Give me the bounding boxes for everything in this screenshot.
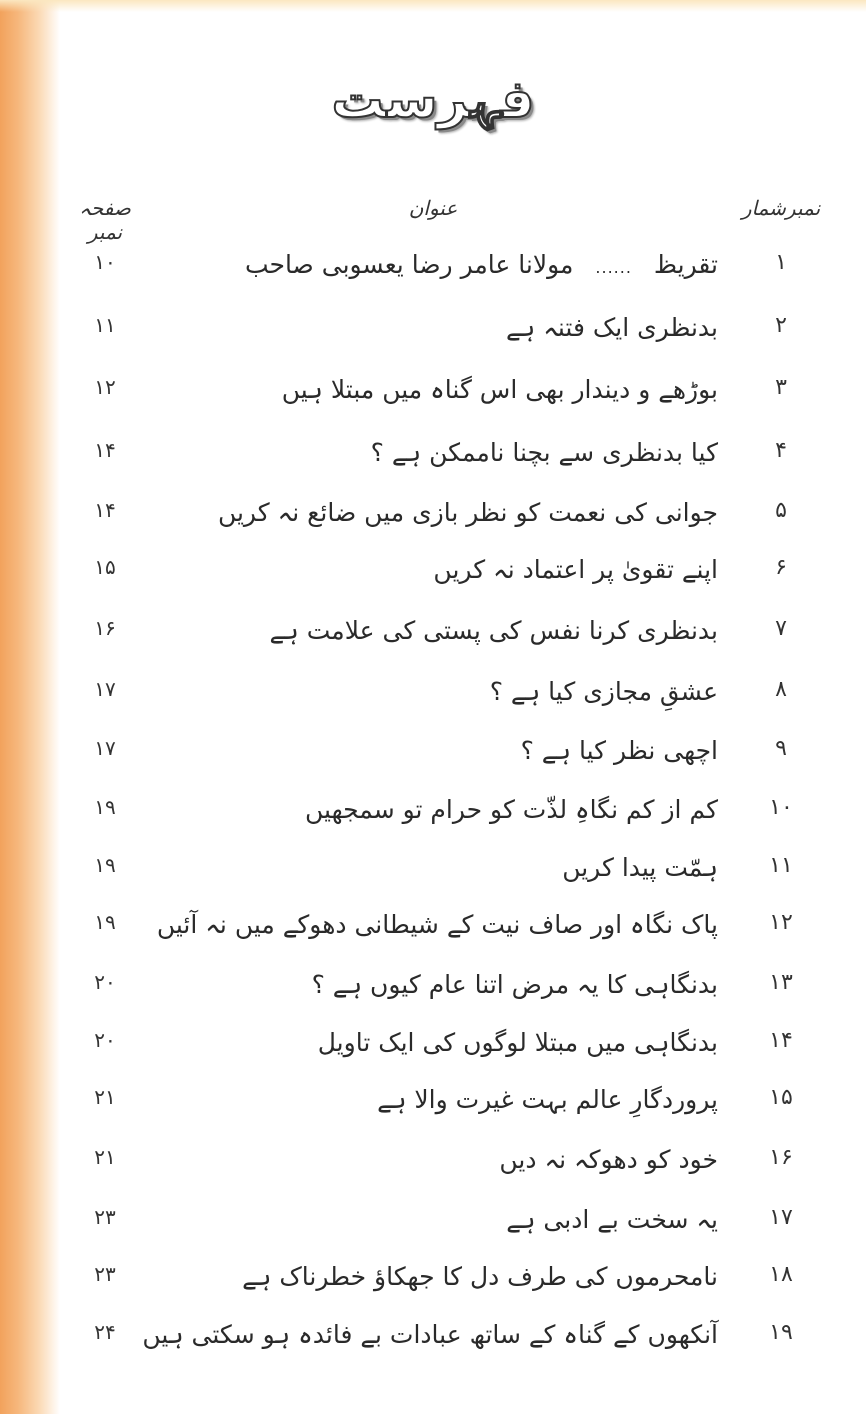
entry-title: اپنے تقویٰ پر اعتماد نہ کریں (433, 555, 718, 584)
entry-serial: ۱۳ (769, 970, 793, 995)
entry-author: مولانا عامر رضا یعسوبی صاحب (244, 250, 574, 279)
entry-title: بدنگاہی کا یہ مرض اتنا عام کیوں ہے ؟ (311, 970, 718, 999)
toc-row[interactable] (0, 250, 866, 290)
entry-title: یہ سخت بے ادبی ہے (506, 1205, 718, 1234)
entry-serial: ۶ (775, 555, 787, 580)
toc-row[interactable] (0, 1028, 866, 1068)
toc-row[interactable] (0, 375, 866, 415)
entry-serial: ۱۹ (769, 1320, 793, 1345)
entry-title: کیا بدنظری سے بچنا ناممکن ہے ؟ (370, 438, 718, 467)
entry-title: پاک نگاہ اور صاف نیت کے شیطانی دھوکے میں نہ آئیں (156, 910, 718, 939)
toc-row[interactable] (0, 1205, 866, 1245)
entry-title: بدنظری کرنا نفس کی پستی کی علامت ہے (269, 616, 718, 645)
toc-row[interactable] (0, 1085, 866, 1125)
toc-row[interactable] (0, 795, 866, 835)
toc-row[interactable] (0, 438, 866, 478)
entry-serial: ۱۴ (769, 1028, 793, 1053)
entry-serial: ۱۷ (769, 1205, 793, 1230)
page-title: فہرست (331, 70, 535, 130)
entry-title: بدنظری ایک فتنہ ہے (505, 313, 718, 342)
entry-page: ۱۲ (94, 375, 116, 399)
entry-serial: ۱۰ (769, 795, 793, 820)
entry-page: ۲۰ (94, 1028, 116, 1052)
entry-page: ۱۹ (94, 910, 116, 934)
entry-title: پروردگارِ عالم بہت غیرت والا ہے (377, 1085, 718, 1114)
header-title: عنوان (408, 196, 458, 220)
entry-serial: ۹ (775, 736, 787, 761)
entry-serial: ۴ (775, 438, 787, 463)
entry-title: کم از کم نگاہِ لذّت کو حرام تو سمجھیں (305, 795, 718, 824)
toc-row[interactable] (0, 853, 866, 893)
entry-title-text: تقریظ (653, 250, 718, 279)
entry-page: ۱۱ (94, 313, 116, 337)
entry-page: ۱۹ (94, 853, 116, 877)
header-page-number: صفحہ نمبر (79, 196, 131, 244)
entry-serial: ۱۸ (769, 1262, 793, 1287)
entry-page: ۱۵ (94, 555, 116, 579)
entry-title: خود کو دھوکہ نہ دیں (499, 1145, 718, 1174)
entry-page: ۱۰ (94, 250, 116, 274)
toc-row[interactable] (0, 677, 866, 717)
toc-row[interactable] (0, 910, 866, 950)
page-top-shading (0, 0, 866, 12)
entry-page: ۲۱ (94, 1085, 116, 1109)
entry-title: آنکھوں کے گناہ کے ساتھ عبادات بے فائدہ ہو سکتی ہیں (142, 1320, 718, 1349)
toc-row[interactable] (0, 1262, 866, 1302)
toc-row[interactable] (0, 736, 866, 776)
entry-page: ۱۴ (94, 438, 116, 462)
entry-title: عشقِ مجازی کیا ہے ؟ (489, 677, 718, 706)
entry-title: جوانی کی نعمت کو نظر بازی میں ضائع نہ کریں (217, 498, 718, 527)
entry-title: نامحرموں کی طرف دل کا جھکاؤ خطرناک ہے (242, 1262, 718, 1291)
toc-row[interactable] (0, 1320, 866, 1360)
entry-title: ہمّت پیدا کریں (562, 853, 718, 882)
entry-page: ۲۱ (94, 1145, 116, 1169)
entry-serial: ۱۲ (769, 910, 793, 935)
entry-serial: ۱ (775, 250, 787, 275)
entry-serial: ۱۶ (769, 1145, 793, 1170)
toc-row[interactable] (0, 970, 866, 1010)
toc-row[interactable] (0, 1145, 866, 1185)
entry-page: ۲۳ (94, 1205, 116, 1229)
entry-serial: ۵ (775, 498, 787, 523)
dot-leader: ...... (595, 258, 632, 277)
entry-serial: ۷ (775, 616, 787, 641)
entry-page: ۱۷ (94, 677, 116, 701)
entry-serial: ۲ (775, 313, 787, 338)
entry-serial: ۱۵ (769, 1085, 793, 1110)
entry-title: اچھی نظر کیا ہے ؟ (520, 736, 718, 765)
toc-row[interactable] (0, 498, 866, 538)
entry-serial: ۸ (775, 677, 787, 702)
entry-title (218, 250, 718, 279)
header-serial-number: نمبرشمار (741, 196, 821, 220)
toc-row[interactable] (0, 616, 866, 656)
toc-header-row (0, 196, 866, 244)
entry-page: ۲۳ (94, 1262, 116, 1286)
entry-page: ۲۴ (94, 1320, 116, 1344)
entry-title: بدنگاہی میں مبتلا لوگوں کی ایک تاویل (317, 1028, 718, 1057)
entry-page: ۱۴ (94, 498, 116, 522)
entry-serial: ۱۱ (769, 853, 793, 878)
entry-serial: ۳ (775, 375, 787, 400)
toc-row[interactable] (0, 313, 866, 353)
entry-title: بوڑھے و دیندار بھی اس گناہ میں مبتلا ہیں (281, 375, 718, 404)
entry-page: ۲۰ (94, 970, 116, 994)
entry-page: ۱۶ (94, 616, 116, 640)
entry-page: ۱۹ (94, 795, 116, 819)
toc-row[interactable] (0, 555, 866, 595)
entry-page: ۱۷ (94, 736, 116, 760)
